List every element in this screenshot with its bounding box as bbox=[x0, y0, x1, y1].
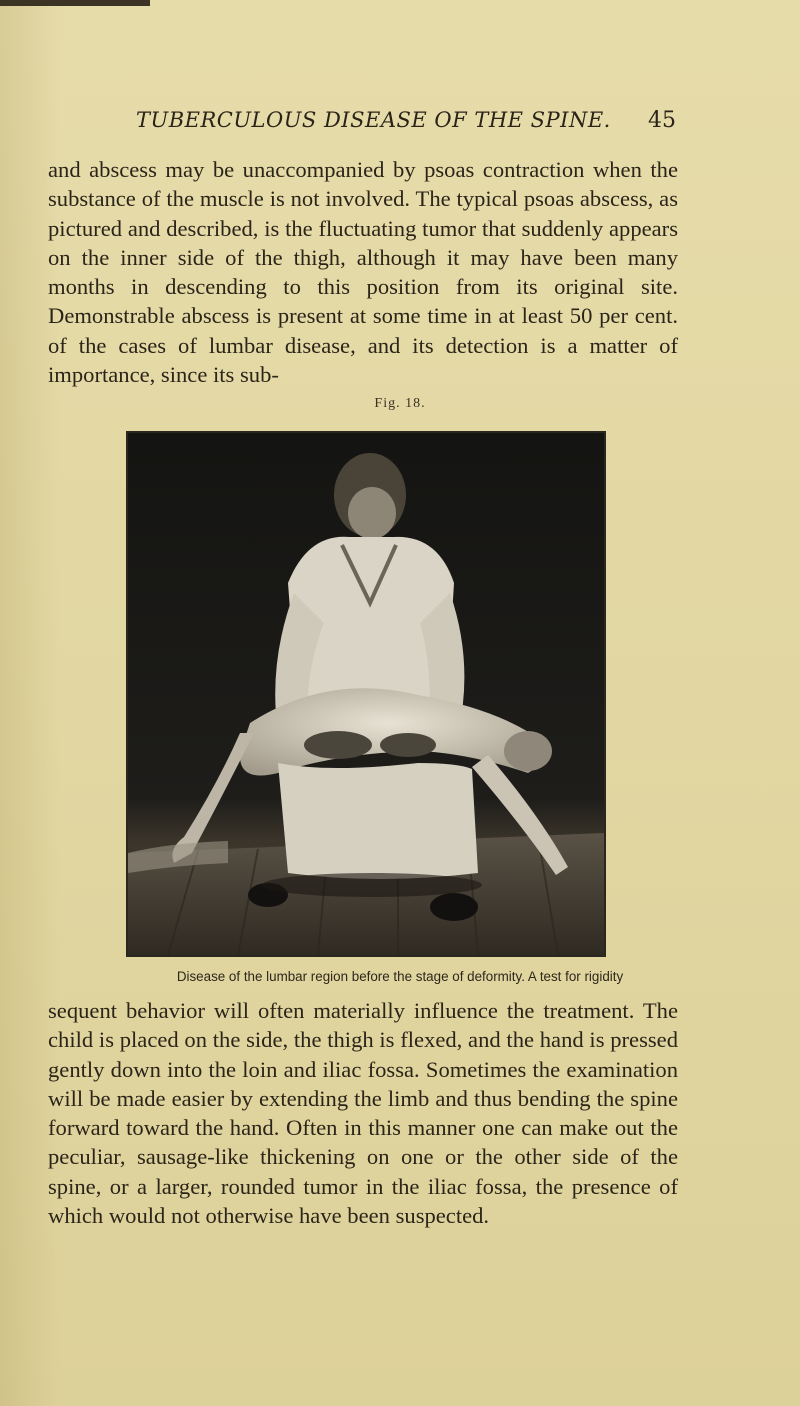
scan-edge-mark bbox=[0, 0, 150, 6]
figure-photograph bbox=[126, 431, 606, 957]
paragraph-top: and abscess may be unaccompanied by psoas contraction when the substance of the muscle is not involved. The typical psoas abscess, as pictured and described, is the fluctuating tumor that suddenly appears on the inner side of the thigh, although it may have been many months in descending to this position from its original site. Demonstrable abscess is present at some time in at least 50 per cent. of the cases of lumbar disease, and its detection is a matter of importance, since its sub- bbox=[48, 157, 678, 388]
figure-caption: Disease of the lumbar region before the stage of deformity. A test for rigidity bbox=[176, 969, 624, 984]
running-head bbox=[136, 108, 676, 140]
photograph-illustration bbox=[128, 433, 604, 955]
paragraph-bottom: sequent behavior will often materially influence the treatment. The child is placed on the side, the thigh is flexed, and the hand is pressed gently down into the loin and iliac fossa. Sometimes the examination will be made easier by extending the limb and thus bending the spine forward toward the hand. Often in this manner one can make out the peculiar, sausage-like thickening on one or the other side of the spine, or a larger, rounded tumor in the iliac fossa, the presence of which would not otherwise have been suspected. bbox=[48, 998, 678, 1229]
running-title: TUBERCULOUS DISEASE OF THE SPINE. bbox=[136, 108, 611, 132]
figure-label: Fig. 18. bbox=[374, 396, 426, 411]
page-number: 45 bbox=[648, 108, 676, 133]
